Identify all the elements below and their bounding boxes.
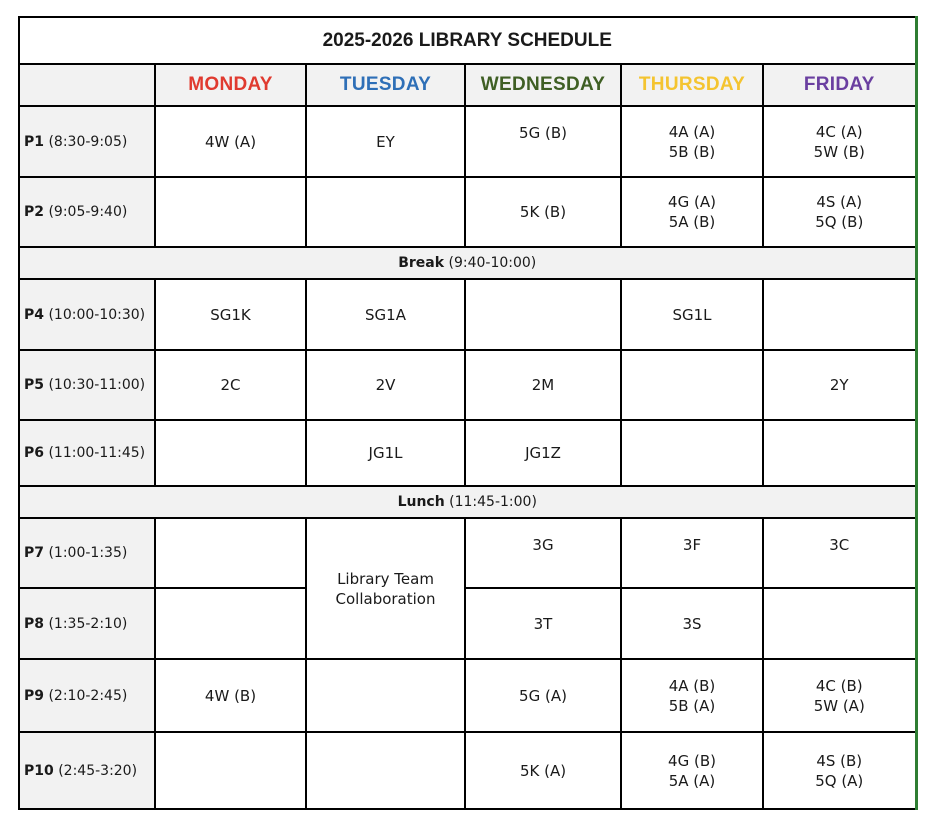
period-row-p6 [19, 420, 916, 486]
break-time: (9:40-10:00) [448, 255, 537, 271]
period-name: P8 [24, 615, 45, 632]
cell-p8-wednesday: 3T [465, 588, 621, 659]
break-label [19, 247, 916, 279]
period-label-p2 [19, 177, 155, 247]
cell-p1-monday: 4W (A) [155, 106, 306, 177]
lunch-label [19, 486, 916, 518]
cell-p8-monday [155, 588, 306, 659]
day-header-thursday: THURSDAY [621, 64, 763, 106]
cell-p4-friday [763, 279, 916, 350]
period-name: P5 [24, 377, 45, 393]
period-name: P4 [24, 306, 45, 323]
cell-p6-friday [763, 420, 916, 486]
period-time: (1:00-1:35) [48, 545, 128, 561]
cell-p1-wednesday: 5G (B) [465, 106, 621, 177]
cell-p2-wednesday: 5K (B) [465, 177, 621, 247]
cell-p10-wednesday: 5K (A) [465, 732, 621, 809]
period-time: (10:30-11:00) [48, 377, 146, 393]
title-row [19, 17, 916, 64]
cell-p6-wednesday: JG1Z [465, 420, 621, 486]
period-row-p9 [19, 659, 916, 732]
cell-p10-monday [155, 732, 306, 809]
period-name: P6 [24, 445, 45, 461]
period-time: (10:00-10:30) [48, 306, 146, 323]
cell-p5-wednesday: 2M [465, 350, 621, 420]
period-time: (8:30-9:05) [48, 133, 128, 150]
class-entry: 5B (A) [668, 696, 716, 715]
class-entry: 5A (B) [668, 213, 716, 231]
cell-p2-monday [155, 177, 306, 247]
class-entry: 5A (A) [668, 771, 716, 790]
cell-p10-friday [763, 732, 916, 809]
cell-p8-friday [763, 588, 916, 659]
cell-p5-monday: 2C [155, 350, 306, 420]
cell-p9-friday [763, 659, 916, 732]
cell-p9-monday: 4W (B) [155, 659, 306, 732]
period-time: (11:00-11:45) [48, 445, 146, 461]
cell-p5-friday: 2Y [763, 350, 916, 420]
day-header-monday: MONDAY [155, 64, 306, 106]
period-time: (9:05-9:40) [48, 204, 128, 220]
class-entry: 4A (B) [668, 676, 716, 695]
period-label-p10 [19, 732, 155, 809]
cell-p5-thursday [621, 350, 763, 420]
lunch-time: (11:45-1:00) [449, 494, 537, 510]
period-label-p5 [19, 350, 155, 420]
class-entry: 4S (B) [816, 751, 863, 770]
class-entry: 4C (A) [815, 122, 863, 141]
period-row-p8 [19, 588, 916, 659]
period-time: (2:45-3:20) [58, 762, 138, 779]
class-entry: 4G (B) [668, 751, 716, 770]
class-entry: 5Q (A) [815, 771, 864, 790]
cell-p5-tuesday: 2V [306, 350, 465, 420]
class-entry: 5Q (B) [815, 213, 864, 231]
period-time: (2:10-2:45) [48, 687, 128, 704]
collaboration-line-1: Library Team [337, 569, 434, 588]
class-entry: 4S (A) [816, 193, 863, 211]
cell-p6-monday [155, 420, 306, 486]
period-label-p4 [19, 279, 155, 350]
day-header-row [19, 64, 916, 106]
cell-p10-tuesday [306, 732, 465, 809]
class-entry: 4C (B) [815, 676, 863, 695]
cell-p4-wednesday [465, 279, 621, 350]
cell-p2-tuesday [306, 177, 465, 247]
lunch-row [19, 486, 916, 518]
class-entry: 4A (A) [668, 122, 716, 141]
period-name: P1 [24, 133, 45, 150]
cell-p7-friday: 3C [763, 518, 916, 588]
period-row-p5 [19, 350, 916, 420]
period-name: P10 [24, 762, 54, 779]
cell-p4-monday: SG1K [155, 279, 306, 350]
cell-p1-friday [763, 106, 916, 177]
cell-p4-tuesday: SG1A [306, 279, 465, 350]
class-entry: 5B (B) [668, 142, 716, 161]
day-header-friday: FRIDAY [763, 64, 916, 106]
day-header-wednesday: WEDNESDAY [465, 64, 621, 106]
break-row [19, 247, 916, 279]
lunch-name: Lunch [397, 494, 445, 510]
cell-p1-tuesday: EY [306, 106, 465, 177]
cell-p2-friday [763, 177, 916, 247]
cell-p9-thursday [621, 659, 763, 732]
cell-p4-thursday: SG1L [621, 279, 763, 350]
cell-p6-thursday [621, 420, 763, 486]
class-entry: 5W (A) [813, 696, 865, 715]
period-row-p4 [19, 279, 916, 350]
period-label-p9 [19, 659, 155, 732]
class-entry: 5W (B) [813, 142, 865, 161]
cell-p7-wednesday: 3G [465, 518, 621, 588]
class-entry: 4G (A) [668, 193, 716, 211]
cell-library-team-collaboration [306, 518, 465, 659]
corner-cell [19, 64, 155, 106]
day-header-tuesday: TUESDAY [306, 64, 465, 106]
cell-p6-tuesday: JG1L [306, 420, 465, 486]
period-label-p1 [19, 106, 155, 177]
period-row-p2 [19, 177, 916, 247]
break-name: Break [398, 255, 445, 271]
period-name: P2 [24, 204, 45, 220]
schedule-title: 2025-2026 LIBRARY SCHEDULE [19, 17, 916, 64]
cell-p2-thursday [621, 177, 763, 247]
period-row-p10 [19, 732, 916, 809]
cell-p8-thursday: 3S [621, 588, 763, 659]
cell-p10-thursday [621, 732, 763, 809]
cell-p7-monday [155, 518, 306, 588]
cell-p1-thursday [621, 106, 763, 177]
period-label-p6 [19, 420, 155, 486]
period-time: (1:35-2:10) [48, 615, 128, 632]
period-row-p1 [19, 106, 916, 177]
period-label-p7 [19, 518, 155, 588]
period-name: P7 [24, 545, 45, 561]
library-schedule-table [18, 16, 918, 810]
period-name: P9 [24, 687, 45, 704]
period-label-p8 [19, 588, 155, 659]
cell-p9-wednesday: 5G (A) [465, 659, 621, 732]
cell-p7-thursday: 3F [621, 518, 763, 588]
period-row-p7 [19, 518, 916, 588]
collaboration-line-2: Collaboration [335, 589, 436, 608]
cell-p9-tuesday [306, 659, 465, 732]
